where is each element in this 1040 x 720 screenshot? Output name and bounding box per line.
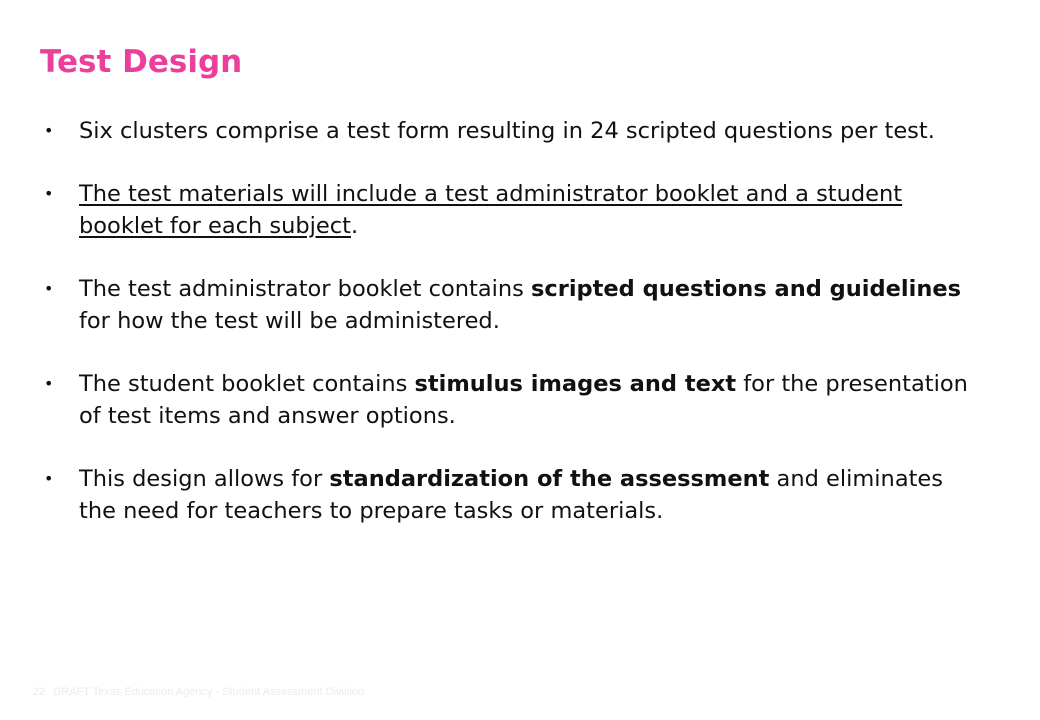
bold-text: stimulus images and text: [414, 371, 737, 397]
slide-footer: [33, 685, 372, 699]
bullet-item-student-booklet: [0, 368, 1040, 432]
bullet-dot-icon: •: [44, 121, 54, 140]
bullet-text: Six clusters comprise a test form resulting in 24 scripted questions per test.: [79, 118, 935, 144]
bullet-item-standardization: [0, 463, 1040, 527]
bold-text: standardization of the assessment: [329, 466, 770, 492]
footer-text: DRAFT Texas Education Agency - Student Assessment Division: [53, 686, 365, 698]
bullet-dot-icon: •: [44, 279, 54, 298]
bullet-text: for the presentation of test items and answer options.: [79, 371, 968, 429]
bullet-text: The student booklet contains: [79, 371, 415, 397]
bullet-text: This design allows for: [79, 466, 330, 492]
bullet-item-materials: [0, 178, 1040, 242]
bullet-item-clusters: [0, 115, 1040, 147]
bullet-dot-icon: •: [44, 469, 54, 488]
slide-title: Test Design: [40, 44, 243, 80]
underlined-text: The test materials will include a test administrator booklet and a student booklet for each subject: [79, 181, 903, 239]
bullet-dot-icon: •: [44, 184, 54, 203]
bullet-item-administrator-booklet: [0, 273, 1040, 337]
bullet-text: .: [350, 213, 359, 239]
bullet-list: [0, 115, 1040, 527]
bullet-text: for how the test will be administered.: [79, 308, 500, 334]
bullet-text: and eliminates the need for teachers to prepare tasks or materials.: [79, 466, 943, 524]
bullet-text: The test administrator booklet contains: [79, 276, 531, 302]
bold-text: scripted questions and guidelines: [531, 276, 961, 302]
bullet-dot-icon: •: [44, 374, 54, 393]
page-number: 22: [33, 686, 46, 698]
